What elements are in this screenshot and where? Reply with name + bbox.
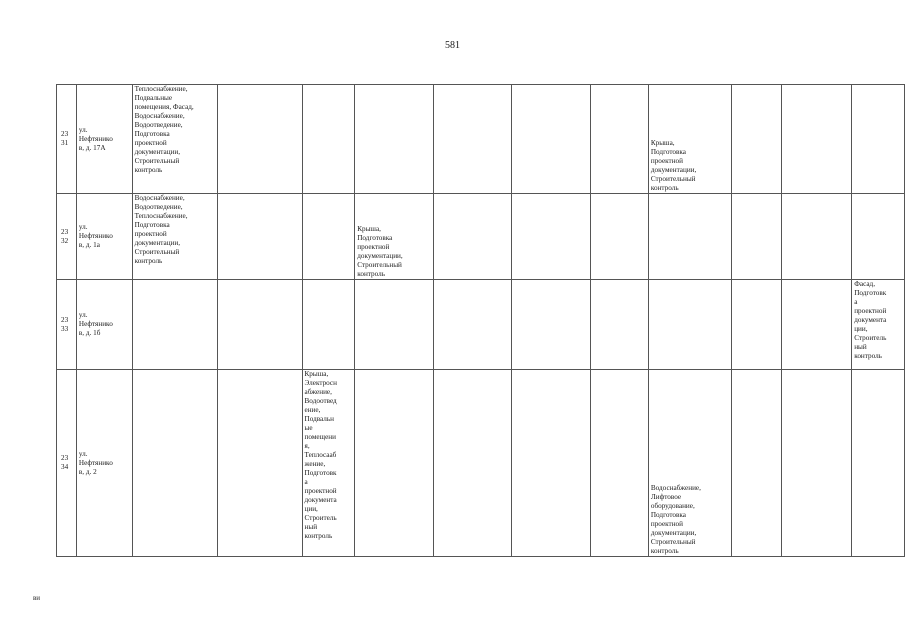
row-number: 23 31 [57, 85, 77, 194]
work-cell [218, 280, 302, 370]
work-cell [590, 85, 648, 194]
work-cell [132, 370, 217, 557]
row-number: 23 33 [57, 280, 77, 370]
work-cell [132, 280, 217, 370]
table-row [57, 370, 905, 557]
work-cell: Крыша, Подготовка проектной документации, Строительный контроль [648, 85, 731, 194]
table-row [57, 85, 905, 194]
work-cell [512, 194, 591, 280]
work-cell: Крыша, Подготовка проектной документации, Строительный контроль [355, 194, 433, 280]
work-cell [218, 194, 302, 280]
row-address: ул. Нефтянико в, д. 2 [76, 370, 132, 557]
work-cell: Фасад, Подготовк а проектной документа ции, Строитель ный контроль [852, 280, 905, 370]
work-cell [433, 85, 512, 194]
footer-mark: ви [33, 594, 41, 602]
work-cell: Водоснабжение, Водоотведение, Теплоснабжение, Подготовка проектной документации, Строительный контроль [132, 194, 217, 280]
work-cell [302, 85, 355, 194]
work-cell [433, 194, 512, 280]
work-cell [355, 85, 433, 194]
work-cell [355, 280, 433, 370]
repair-schedule-table [56, 84, 905, 557]
work-cell [782, 85, 852, 194]
work-cell [512, 370, 591, 557]
work-cell [852, 370, 905, 557]
work-cell: Водоснабжение, Лифтовое оборудование, Подготовка проектной документации, Строительный контроль [648, 370, 731, 557]
work-cell [302, 194, 355, 280]
table-row [57, 280, 905, 370]
work-cell [355, 370, 433, 557]
work-cell [590, 370, 648, 557]
work-cell [590, 194, 648, 280]
work-cell [732, 280, 782, 370]
page-number: 581 [445, 40, 460, 51]
work-cell [433, 280, 512, 370]
work-cell [302, 280, 355, 370]
work-cell [512, 85, 591, 194]
work-cell [782, 370, 852, 557]
work-cell [732, 370, 782, 557]
work-cell [852, 85, 905, 194]
row-number: 23 32 [57, 194, 77, 280]
work-cell [732, 85, 782, 194]
work-cell [218, 370, 302, 557]
table-row [57, 194, 905, 280]
work-cell [648, 280, 731, 370]
work-cell [590, 280, 648, 370]
row-number: 23 34 [57, 370, 77, 557]
work-cell [852, 194, 905, 280]
work-cell [218, 85, 302, 194]
work-cell: Теплоснабжение, Подвальные помещения, Фасад, Водоснабжение, Водоотведение, Подготовка проектной документации, Строительный контроль [132, 85, 217, 194]
work-cell [648, 194, 731, 280]
row-address: ул. Нефтянико в, д. 1б [76, 280, 132, 370]
work-cell [512, 280, 591, 370]
work-cell [732, 194, 782, 280]
row-address: ул. Нефтянико в, д. 17А [76, 85, 132, 194]
row-address: ул. Нефтянико в, д. 1а [76, 194, 132, 280]
work-cell [782, 194, 852, 280]
work-cell [433, 370, 512, 557]
work-cell [782, 280, 852, 370]
work-cell: Крыша, Электросн абжение, Водоотвед ение, Подвальн ые помещени я, Теплосааб жение, Подготовк а проектной документа ции, Строитель ный контроль [302, 370, 355, 557]
